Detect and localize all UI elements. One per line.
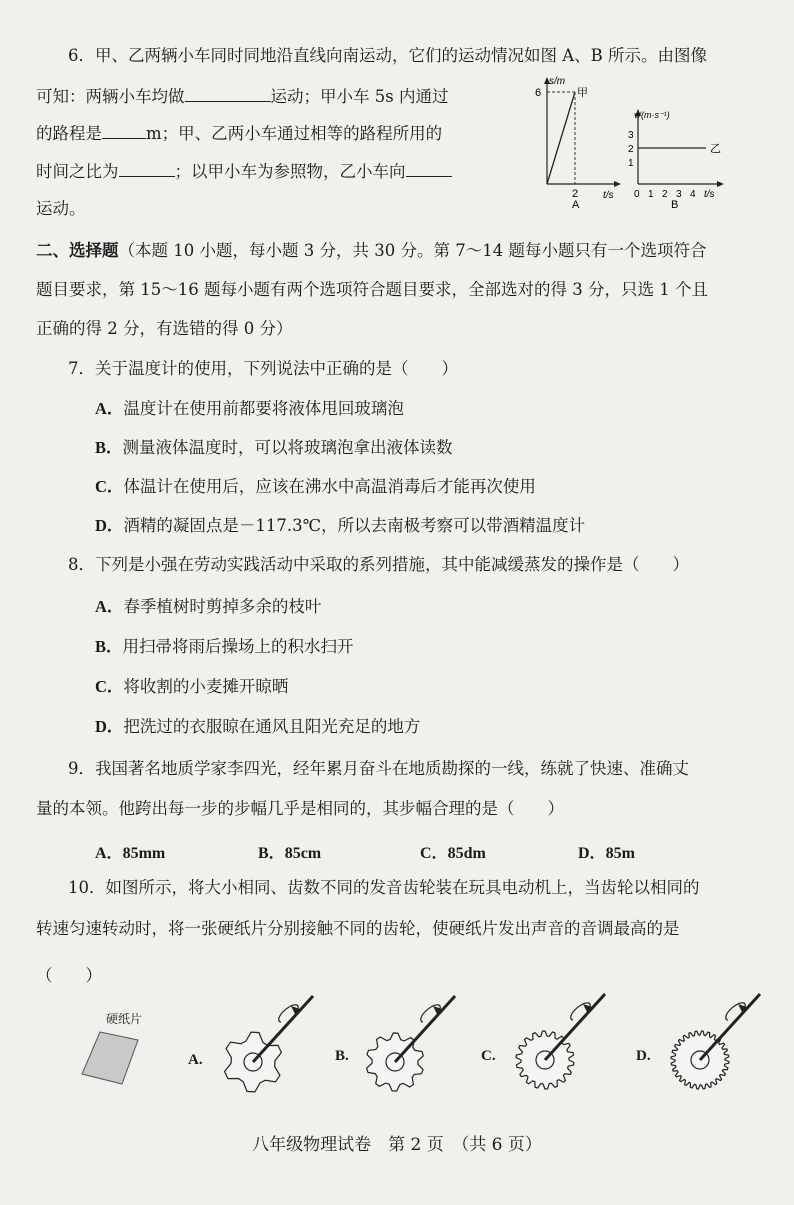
q8-option-b[interactable] xyxy=(95,636,354,658)
q7-option-d-letter: D． xyxy=(95,516,124,535)
section2-line1 xyxy=(36,240,706,262)
q6-line5: 运动。 xyxy=(36,199,86,218)
q6-blank-ratio[interactable] xyxy=(119,160,175,177)
gear-d-icon[interactable] xyxy=(655,988,775,1100)
q9-option-c-text: 85dm xyxy=(447,845,486,862)
graph-a-ytick: 6 xyxy=(535,87,542,99)
q6-blank-distance[interactable] xyxy=(102,122,146,139)
q9-option-a[interactable] xyxy=(95,840,165,863)
q9-option-a-text: 85mm xyxy=(122,845,166,862)
graph-b-xtick-2: 2 xyxy=(662,189,668,200)
q6-line3 xyxy=(36,122,442,145)
q7-stem: 7．关于温度计的使用，下列说法中正确的是（ ） xyxy=(68,359,458,378)
q10-line3: （ ） xyxy=(36,966,102,985)
q6-line3-b: m；甲、乙两小车通过相等的路程所用的 xyxy=(146,124,443,143)
graph-a-series-label: 甲 xyxy=(577,87,588,99)
gear-shaft xyxy=(545,994,605,1060)
q8-option-c-letter: C． xyxy=(95,677,124,696)
graph-b-ytick-2: 2 xyxy=(628,144,634,155)
q9-option-b-text: 85cm xyxy=(284,845,322,862)
q6-line3-a: 的路程是 xyxy=(36,124,102,143)
gear-shaft xyxy=(253,996,313,1062)
q8-option-a[interactable] xyxy=(95,596,321,618)
q9-option-d-text: 85m xyxy=(605,845,635,862)
q9-option-c[interactable] xyxy=(420,840,486,863)
graph-b-caption: B xyxy=(671,199,679,210)
q8-option-c[interactable] xyxy=(95,676,288,698)
q8-option-b-text: 用扫帚将雨后操场上的积水扫开 xyxy=(122,637,354,656)
q7-option-a-letter: A． xyxy=(95,399,124,418)
q7-option-d-text: 酒精的凝固点是－117.3℃，所以去南极考察可以带酒精温度计 xyxy=(123,516,586,535)
q8-option-d-letter: D． xyxy=(95,717,124,736)
graph-a-ylabel: s/m xyxy=(549,76,566,87)
q6-line1: 6．甲、乙两辆小车同时同地沿直线向南运动，它们的运动情况如图 A、B 所示。由图像 xyxy=(68,46,708,65)
graph-b-x-arrow xyxy=(717,181,724,187)
q7-option-c-letter: C． xyxy=(95,477,124,496)
page-footer: 八年级物理试卷 第 2 页 （共 6 页） xyxy=(252,1135,542,1155)
q7-option-c[interactable] xyxy=(95,476,536,498)
graph-b-xlabel: t/s xyxy=(704,189,715,200)
section2-title: 二、选择题 xyxy=(36,241,119,260)
gear-b-icon[interactable] xyxy=(350,990,470,1102)
q6-line2-a: 可知：两辆小车均做 xyxy=(36,87,185,106)
graph-b-xtick-0: 0 xyxy=(634,189,640,200)
q9-option-c-letter: C． xyxy=(420,845,448,862)
section2-line2: 题目要求，第 15～16 题每小题有两个选项符合题目要求，全部选对的得 3 分，只选 1 个且 xyxy=(36,280,708,299)
cardboard-label: 硬纸片 xyxy=(106,1012,143,1026)
q9-option-b[interactable] xyxy=(258,840,321,863)
q8-option-d[interactable] xyxy=(95,716,420,738)
q8-option-a-text: 春季植树时剪掉多余的枝叶 xyxy=(123,597,322,616)
q6-line4-b: ；以甲小车为参照物，乙小车向 xyxy=(174,162,406,181)
q8-stem: 8．下列是小强在劳动实践活动中采取的系列措施，其中能减缓蒸发的操作是（ ） xyxy=(68,555,689,574)
q7-option-b[interactable] xyxy=(95,437,453,459)
gear-c-icon[interactable] xyxy=(500,988,620,1100)
gear-b-label: B. xyxy=(335,1048,349,1064)
q6-line4 xyxy=(36,160,452,183)
graph-b-ylabel: v/(m·s⁻¹) xyxy=(634,110,670,120)
q10-line1: 10．如图所示，将大小相同、齿数不同的发音齿轮装在玩具电动机上，当齿轮以相同的 xyxy=(68,878,700,897)
gear-shaft xyxy=(700,994,760,1060)
graph-a-xtick: 2 xyxy=(572,188,579,200)
gear-a-icon[interactable] xyxy=(208,990,328,1102)
q9-option-b-letter: B． xyxy=(258,845,285,862)
q9-line1: 9．我国著名地质学家李四光，经年累月奋斗在地质勘探的一线，练就了快速、准确丈 xyxy=(68,759,689,778)
gear-c-label: C. xyxy=(481,1048,496,1064)
graph-a-series-line xyxy=(547,92,575,184)
graph-b-xtick-1: 1 xyxy=(648,189,654,200)
q7-option-b-letter: B． xyxy=(95,438,123,457)
cardboard-card-icon xyxy=(78,1028,144,1086)
q8-option-c-text: 将收割的小麦摊开晾晒 xyxy=(123,677,289,696)
graph-b-series-label: 乙 xyxy=(710,143,721,155)
q7-option-a[interactable] xyxy=(95,398,404,420)
q6-line4-a: 时间之比为 xyxy=(36,162,119,181)
graph-b xyxy=(620,104,748,210)
gear-a-label: A. xyxy=(188,1052,203,1068)
q8-option-d-text: 把洗过的衣服晾在通风且阳光充足的地方 xyxy=(123,717,421,736)
q10-line2: 转速匀速转动时，将一张硬纸片分别接触不同的齿轮，使硬纸片发出声音的音调最高的是 xyxy=(36,919,680,938)
q9-option-d[interactable] xyxy=(578,840,635,863)
q6-blank-motion[interactable] xyxy=(185,85,271,102)
q6-blank-direction[interactable] xyxy=(406,160,452,177)
graph-b-xtick-3: 3 xyxy=(676,189,682,200)
q9-line2: 量的本领。他跨出每一步的步幅几乎是相同的，其步幅合理的是（ ） xyxy=(36,799,564,818)
gear-shaft xyxy=(395,996,455,1062)
q7-option-d[interactable] xyxy=(95,515,585,537)
q6-line2-b: 运动；甲小车 5s 内通过 xyxy=(270,87,449,106)
q8-option-a-letter: A． xyxy=(95,597,124,616)
section2-line3: 正确的得 2 分，有选错的得 0 分） xyxy=(36,319,293,338)
graph-a-caption: A xyxy=(572,199,580,210)
q6-line2 xyxy=(36,85,448,108)
q7-option-b-text: 测量液体温度时，可以将玻璃泡拿出液体读数 xyxy=(122,438,453,457)
gear-d-label: D. xyxy=(636,1048,651,1064)
q7-option-a-text: 温度计在使用前都要将液体甩回玻璃泡 xyxy=(123,399,404,418)
graph-b-ytick-1: 1 xyxy=(628,158,634,169)
graph-a-xlabel: t/s xyxy=(603,190,614,201)
q8-option-b-letter: B． xyxy=(95,637,123,656)
q7-option-c-text: 体温计在使用后，应该在沸水中高温消毒后才能再次使用 xyxy=(123,477,536,496)
q9-option-d-letter: D． xyxy=(578,845,606,862)
graph-b-xtick-4: 4 xyxy=(690,189,696,200)
graph-a xyxy=(525,74,625,210)
graph-b-ytick-3: 3 xyxy=(628,130,634,141)
q9-option-a-letter: A． xyxy=(95,845,123,862)
section2-desc1: （本题 10 小题，每小题 3 分，共 30 分。第 7～14 题每小题只有一个选项符合 xyxy=(118,241,707,260)
